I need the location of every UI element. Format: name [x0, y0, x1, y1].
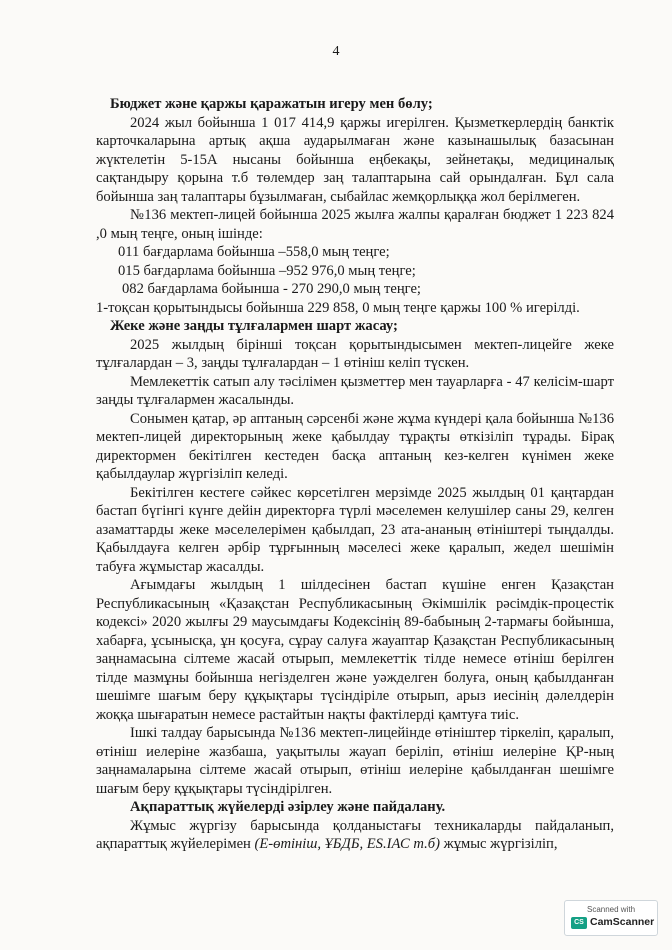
paragraph-budget-2024: 2024 жыл бойынша 1 017 414,9 қаржы игерілген. Қызметкерлердің банктік карточкаларына артық ақша аударылмаған және казынашылық базасынан жүктелетін 5-15А нысаны бойынша еңбекақы, зейнетақы, медициналық сақтандыру қорына т.б төлемдер заң талаптарына сай орындалған. Бұл сала бойынша заң талаптары бұзылмаған, сыбайлас жемқорлыққа жол берілмеген.	[96, 114, 614, 205]
camscanner-logo-icon: CS	[571, 917, 587, 929]
section-heading-contracts: Жеке және заңды тұлғалармен шарт жасау;	[110, 318, 398, 334]
paragraph-info-systems	[96, 817, 614, 854]
page-number: 4	[332, 44, 340, 59]
paragraph-applications: 2025 жылдың бірінші тоқсан қорытындысымен мектеп-лицейге жеке тұлғалардан – 3, заңды тұлғалардан – 1 өтініш келіп түскен.	[96, 336, 614, 371]
paragraph-quarter-result: 1-тоқсан қорытындысы бойынша 229 858, 0 мың теңге қаржы 100 % игерілді.	[96, 299, 580, 316]
paragraph-reception-days: Сонымен қатар, әр аптаның сәрсенбі және жұма күндері қала бойынша №136 мектеп-лицей директорының жеке қабылдау тұрақты өткізіліп тұрады. Бірақ директормен бекітілген кестеден басқа аптаның кез-келген күнімен жеке қабылдаулар жүргізіліп келеді.	[96, 410, 614, 482]
program-015: 015 бағдарлама бойынша –952 976,0 мың теңге;	[118, 262, 416, 279]
paragraph-code-article: Ағымдағы жылдың 1 шілдесінен бастап күшіне енген Қазақстан Республикасының «Қазақстан Республикасының Әкімшілік рәсімдік-процестік кодексі» 2020 жылғы 29 маусымдағы Кодексінің 89-бабының 2-тармағы бойынша, хабарға, ұсынысқа, ұн қосуға, сұрау салуға жауаптар Қазақстан Республикасының заңнамасына сілтеме жасай отырып, мемлекеттік тілде немесе өтініш берілген тілде мазмұны бойынша негізделген және уәжделген болуға, оның қабылданған шешімге шағым беру құқықтары түсіндіріле отырып, арыз иесінің дәлелдерін жоққа шығаратын немесе растайтын нақты фактілерді қамтуға тиіс.	[96, 577, 614, 723]
paragraph-budget-2025: №136 мектеп-лицей бойынша 2025 жылға жалпы қаралған бюджет 1 223 824 ,0 мың теңге, оның ішінде:	[96, 207, 614, 242]
section-heading-budget: Бюджет және қаржы қаражатын игеру мен бөлу;	[110, 96, 433, 112]
scanner-caption: Scanned with	[586, 905, 636, 914]
paragraph-internal-analysis: Ішкі талдау барысында №136 мектеп-лицейінде өтініштер тіркеліп, қаралып, өтініш иелеріне жазбаша, уақытылы жауап беріліп, өтініш иелеріне ҚР-ның заңнамаларына сілтеме жасай отырып, өтініш иелеріне қабылданған шешімге шағым беру құқықтары түсіндірілген.	[96, 725, 614, 797]
program-011: 011 бағдарлама бойынша –558,0 мың теңге;	[118, 244, 390, 260]
document-body	[96, 95, 614, 854]
scanner-brand: CamScanner	[590, 916, 655, 928]
paragraph-reception-stats: Бекітілген кестеге сәйкес көрсетілген мерзімде 2025 жылдың 01 қаңтардан бастап бүгінгі күнге дейін директорға түрлі мәселемен келушілер саны 29, келген азаматтарды жеке мәселелерімен қабылдап, 23 ата-ананың өтініштері тыңдалды. Қабылдауға келген әрбір тұрғынның мәселесі жеке қаралып, жедел шешімін табуға жұмыстар жасалды.	[96, 484, 614, 575]
camscanner-badge	[564, 900, 658, 936]
paragraph-info-systems-tail: жұмыс жүргізіліп,	[439, 836, 558, 852]
info-systems-list: (Е-өтініш, ҰБДБ, ES.IАС т.б)	[254, 836, 440, 852]
section-heading-info-systems: Ақпараттық жүйелерді әзірлеу және пайдалану.	[130, 799, 446, 815]
program-082: 082 бағдарлама бойынша - 270 290,0 мың теңге;	[122, 281, 421, 297]
paragraph-info-systems-text: Жұмыс жүргізу барысында қолданыстағы техникаларды пайдаланып, ақпараттық жүйелерімен	[96, 817, 614, 852]
paragraph-procurement: Мемлекеттік сатып алу тәсілімен қызметтер мен тауарларға - 47 келісім-шарт заңды тұлғалармен жасалынды.	[96, 373, 614, 408]
